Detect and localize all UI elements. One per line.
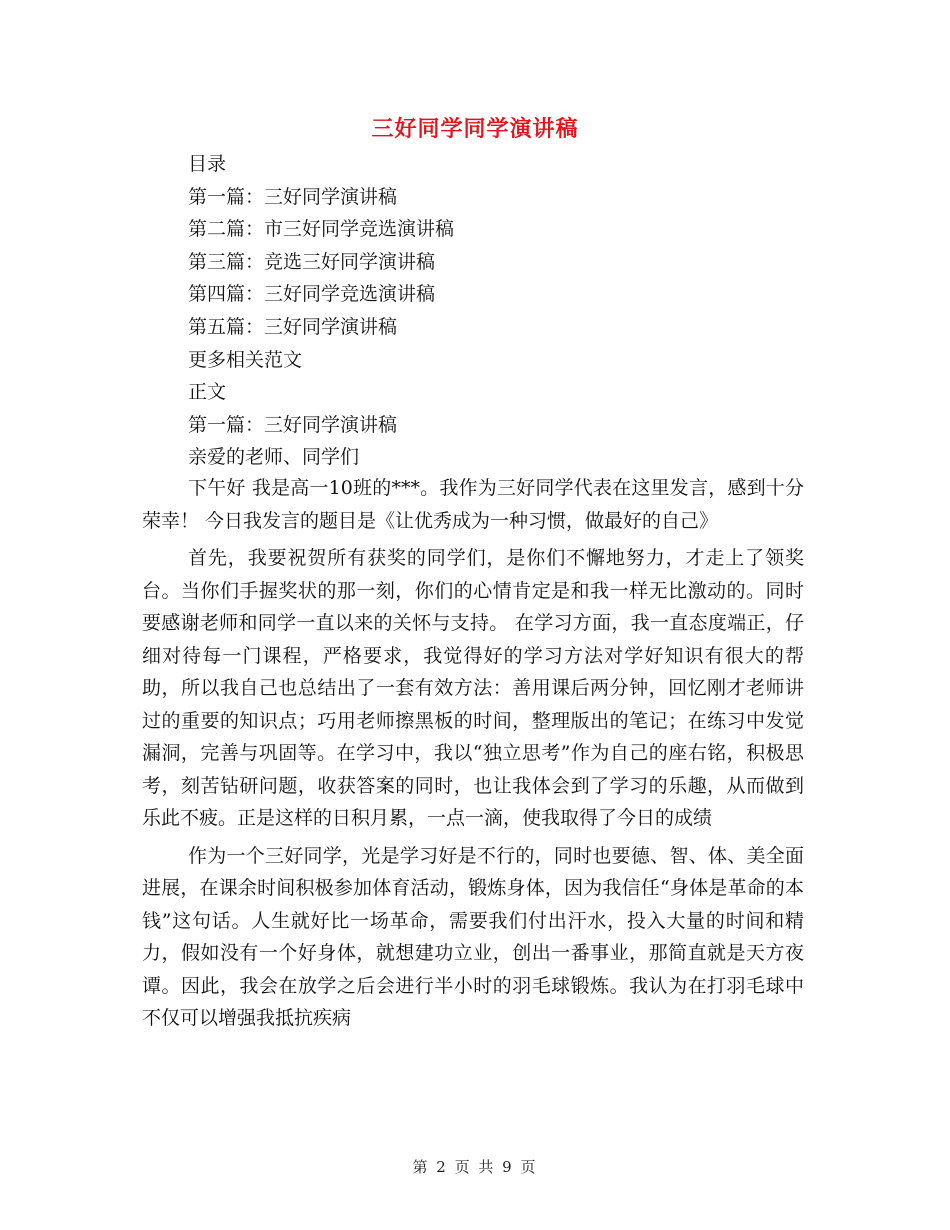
article-heading: 第一篇：三好同学演讲稿 (188, 413, 398, 436)
paragraph: 首先，我要祝贺所有获奖的同学们，是你们不懈地努力，才走上了领奖台。当你们手握奖状的那一刻，你们的心情肯定是和我一样无比激动的。同时要感谢老师和同学一直以来的关怀与支持。 在学习方面，我一直态度端正，仔细对待每一门课程，严格要求，我觉得好的学习方法对学好知识有很大的帮助，所以我自己也总结出了一套有效方法：善用课后两分钟，回忆刚才老师讲过的重要的知识点；巧用老师擦黑板的时间，整理版出的笔记；在练习中发觉漏洞，完善与巩固等。在学习中，我以“独立思考”作为自己的座右铭，积极思考，刻苦钻研问题，收获答案的同时，也让我体会到了学习的乐趣，从而做到乐此不疲。正是这样的日积月累，一点一滴，使我取得了今日的成绩 (142, 547, 804, 829)
toc-item: 第四篇：三好同学竞选演讲稿 (188, 283, 436, 306)
document-title: 三好同学同学演讲稿 (371, 116, 579, 142)
greeting: 亲爱的老师、同学们 (188, 446, 360, 469)
body-heading: 正文 (188, 381, 227, 404)
toc-item: 第三篇：竞选三好同学演讲稿 (188, 250, 436, 273)
paragraph: 下午好 我是高一10班的***。我作为三好同学代表在这里发言，感到十分荣幸！ 今日我发言的题目是《让优秀成为一种习惯，做最好的自己》 (142, 477, 804, 532)
page-footer: 第 2 页 共 9 页 (412, 1158, 538, 1176)
more-related-link: 更多相关范文 (188, 348, 303, 371)
toc-heading: 目录 (188, 153, 227, 175)
article-body (142, 472, 804, 1035)
toc-item: 第一篇：三好同学演讲稿 (188, 185, 398, 208)
toc-item: 第二篇：市三好同学竞选演讲稿 (188, 218, 455, 241)
toc-item: 第五篇：三好同学演讲稿 (188, 315, 398, 338)
table-of-contents (188, 148, 808, 474)
paragraph: 作为一个三好同学，光是学习好是不行的，同时也要德、智、体、美全面进展，在课余时间积极参加体育活动，锻炼身体，因为我信任“身体是革命的本钱”这句话。人生就好比一场革命，需要我们付出汗水，投入大量的时间和精力，假如没有一个好身体，就想建功立业，创出一番事业，那简直就是天方夜谭。因此，我会在放学之后会进行半小时的羽毛球锻炼。我认为在打羽毛球中不仅可以增强我抵抗疾病 (142, 844, 804, 1029)
